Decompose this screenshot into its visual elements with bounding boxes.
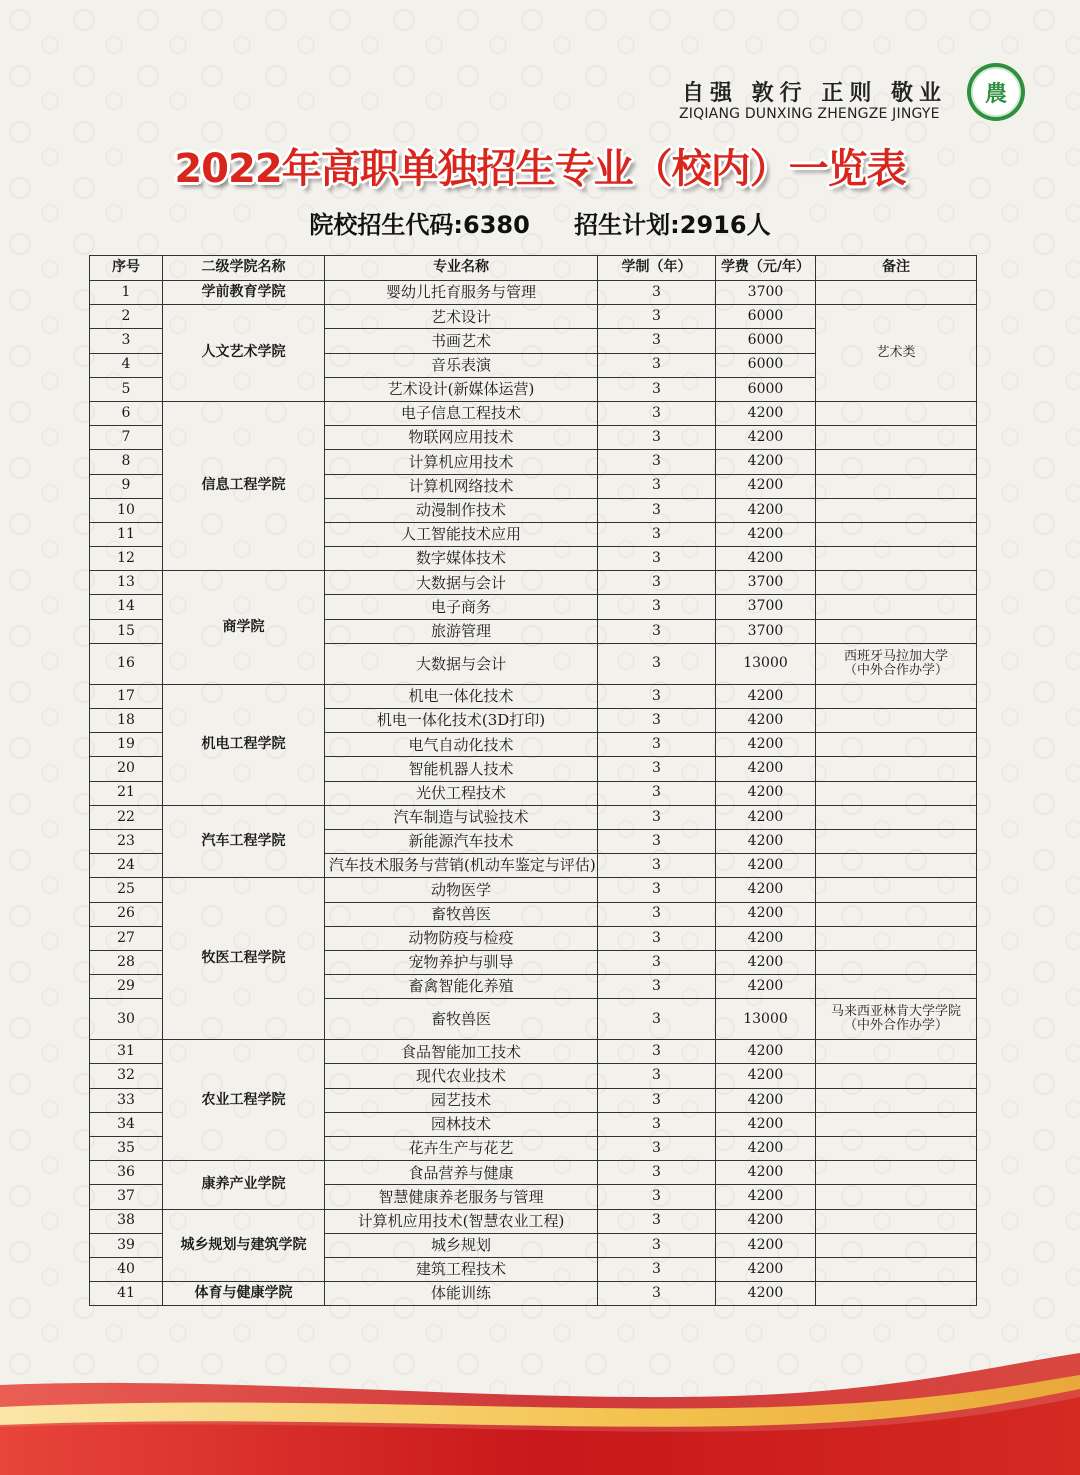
program-years: 3	[598, 902, 716, 926]
remark: 马来西亚林肯大学学院 （中外合作办学）	[816, 999, 977, 1040]
tuition-fee: 4200	[716, 426, 816, 450]
table-row	[90, 305, 977, 329]
major-name: 食品营养与健康	[325, 1161, 598, 1185]
program-years: 3	[598, 1161, 716, 1185]
tuition-fee: 4200	[716, 498, 816, 522]
remark	[816, 1040, 977, 1064]
major-name: 旅游管理	[325, 619, 598, 643]
major-name: 艺术设计	[325, 305, 598, 329]
remark	[816, 757, 977, 781]
row-number: 20	[90, 757, 163, 781]
row-number: 1	[90, 281, 163, 305]
tuition-fee: 3700	[716, 595, 816, 619]
table-row	[90, 1209, 977, 1233]
remark	[816, 781, 977, 805]
remark	[816, 1209, 977, 1233]
row-number: 41	[90, 1282, 163, 1306]
remark	[816, 733, 977, 757]
row-number: 37	[90, 1185, 163, 1209]
table-row	[90, 805, 977, 829]
tuition-fee: 4200	[716, 547, 816, 571]
row-number: 25	[90, 878, 163, 902]
remark	[816, 1257, 977, 1281]
remark	[816, 474, 977, 498]
tuition-fee: 4200	[716, 902, 816, 926]
tuition-fee: 4200	[716, 474, 816, 498]
major-name: 智能机器人技术	[325, 757, 598, 781]
remark	[816, 498, 977, 522]
row-number: 9	[90, 474, 163, 498]
program-years: 3	[598, 401, 716, 425]
program-years: 3	[598, 474, 716, 498]
row-number: 33	[90, 1088, 163, 1112]
row-number: 11	[90, 522, 163, 546]
remark	[816, 1137, 977, 1161]
program-years: 3	[598, 878, 716, 902]
row-number: 15	[90, 619, 163, 643]
row-number: 23	[90, 829, 163, 853]
program-years: 3	[598, 1185, 716, 1209]
program-years: 3	[598, 950, 716, 974]
tuition-fee: 3700	[716, 619, 816, 643]
row-number: 29	[90, 975, 163, 999]
school-logo-icon: 農	[967, 63, 1025, 121]
program-years: 3	[598, 426, 716, 450]
program-years: 3	[598, 595, 716, 619]
major-name: 智慧健康养老服务与管理	[325, 1185, 598, 1209]
row-number: 31	[90, 1040, 163, 1064]
remark	[816, 1161, 977, 1185]
program-years: 3	[598, 1137, 716, 1161]
major-name: 宠物养护与驯导	[325, 950, 598, 974]
row-number: 6	[90, 401, 163, 425]
program-years: 3	[598, 1040, 716, 1064]
major-name: 计算机网络技术	[325, 474, 598, 498]
program-years: 3	[598, 353, 716, 377]
major-name: 婴幼儿托育服务与管理	[325, 281, 598, 305]
row-number: 28	[90, 950, 163, 974]
program-years: 3	[598, 781, 716, 805]
major-name: 体能训练	[325, 1282, 598, 1306]
program-years: 3	[598, 709, 716, 733]
table-row	[90, 571, 977, 595]
major-name: 园艺技术	[325, 1088, 598, 1112]
remark	[816, 805, 977, 829]
college-name: 体育与健康学院	[163, 1282, 325, 1306]
tuition-fee: 4200	[716, 950, 816, 974]
tuition-fee: 4200	[716, 1209, 816, 1233]
remark	[816, 401, 977, 425]
tuition-fee: 4200	[716, 1161, 816, 1185]
major-name: 计算机应用技术(智慧农业工程)	[325, 1209, 598, 1233]
remark	[816, 1064, 977, 1088]
row-number: 7	[90, 426, 163, 450]
program-years: 3	[598, 733, 716, 757]
remark	[816, 1233, 977, 1257]
major-name: 汽车制造与试验技术	[325, 805, 598, 829]
major-name: 电子商务	[325, 595, 598, 619]
major-name: 畜禽智能化养殖	[325, 975, 598, 999]
tuition-fee: 4200	[716, 975, 816, 999]
tuition-fee: 4200	[716, 1088, 816, 1112]
program-years: 3	[598, 854, 716, 878]
row-number: 13	[90, 571, 163, 595]
tuition-fee: 4200	[716, 781, 816, 805]
table-row	[90, 281, 977, 305]
page-subtitle	[0, 205, 1080, 240]
remark	[816, 450, 977, 474]
remark	[816, 950, 977, 974]
table-header-row	[90, 256, 977, 281]
remark	[816, 547, 977, 571]
row-number: 27	[90, 926, 163, 950]
tuition-fee: 3700	[716, 571, 816, 595]
college-name: 康养产业学院	[163, 1161, 325, 1209]
tuition-fee: 3700	[716, 281, 816, 305]
major-name: 花卉生产与花艺	[325, 1137, 598, 1161]
remark	[816, 926, 977, 950]
row-number: 8	[90, 450, 163, 474]
tuition-fee: 4200	[716, 450, 816, 474]
tuition-fee: 6000	[716, 329, 816, 353]
tuition-fee: 4200	[716, 757, 816, 781]
table-body	[90, 281, 977, 1306]
college-name: 牧医工程学院	[163, 878, 325, 1040]
major-name: 音乐表演	[325, 353, 598, 377]
major-name: 物联网应用技术	[325, 426, 598, 450]
major-name: 艺术设计(新媒体运营)	[325, 377, 598, 401]
major-name: 数字媒体技术	[325, 547, 598, 571]
tuition-fee: 4200	[716, 1233, 816, 1257]
program-years: 3	[598, 619, 716, 643]
program-years: 3	[598, 1282, 716, 1306]
major-name: 现代农业技术	[325, 1064, 598, 1088]
tuition-fee: 13000	[716, 999, 816, 1040]
tuition-fee: 6000	[716, 353, 816, 377]
table-row	[90, 1282, 977, 1306]
remark	[816, 684, 977, 708]
program-years: 3	[598, 829, 716, 853]
major-name: 大数据与会计	[325, 643, 598, 684]
tuition-fee: 4200	[716, 733, 816, 757]
row-number: 24	[90, 854, 163, 878]
program-years: 3	[598, 450, 716, 474]
tuition-fee: 4200	[716, 522, 816, 546]
program-years: 3	[598, 305, 716, 329]
row-number: 2	[90, 305, 163, 329]
header-college: 二级学院名称	[163, 256, 325, 281]
program-years: 3	[598, 643, 716, 684]
program-years: 3	[598, 571, 716, 595]
table-row	[90, 1161, 977, 1185]
remark	[816, 1088, 977, 1112]
college-name: 汽车工程学院	[163, 805, 325, 878]
program-years: 3	[598, 757, 716, 781]
major-name: 城乡规划	[325, 1233, 598, 1257]
program-years: 3	[598, 999, 716, 1040]
tuition-fee: 4200	[716, 1040, 816, 1064]
remark	[816, 281, 977, 305]
row-number: 5	[90, 377, 163, 401]
enrollment-plan-text: 招生计划:2916人	[574, 211, 771, 239]
tuition-fee: 4200	[716, 854, 816, 878]
tuition-fee: 4200	[716, 1282, 816, 1306]
major-name: 计算机应用技术	[325, 450, 598, 474]
row-number: 38	[90, 1209, 163, 1233]
program-years: 3	[598, 1257, 716, 1281]
table-row	[90, 401, 977, 425]
tuition-fee: 4200	[716, 829, 816, 853]
row-number: 39	[90, 1233, 163, 1257]
program-years: 3	[598, 926, 716, 950]
major-name: 光伏工程技术	[325, 781, 598, 805]
remark	[816, 854, 977, 878]
major-name: 书画艺术	[325, 329, 598, 353]
college-name: 商学院	[163, 571, 325, 685]
remark	[816, 522, 977, 546]
major-name: 电气自动化技术	[325, 733, 598, 757]
row-number: 4	[90, 353, 163, 377]
program-years: 3	[598, 522, 716, 546]
remark	[816, 709, 977, 733]
program-years: 3	[598, 329, 716, 353]
table-row	[90, 878, 977, 902]
college-name: 学前教育学院	[163, 281, 325, 305]
program-years: 3	[598, 1209, 716, 1233]
major-name: 动物医学	[325, 878, 598, 902]
header-years: 学制（年）	[598, 256, 716, 281]
decorative-banner	[0, 1345, 1080, 1475]
tuition-fee: 4200	[716, 1137, 816, 1161]
tuition-fee: 6000	[716, 305, 816, 329]
tuition-fee: 4200	[716, 684, 816, 708]
major-name: 园林技术	[325, 1112, 598, 1136]
row-number: 17	[90, 684, 163, 708]
program-years: 3	[598, 1233, 716, 1257]
major-name: 畜牧兽医	[325, 999, 598, 1040]
tuition-fee: 4200	[716, 805, 816, 829]
remark	[816, 595, 977, 619]
row-number: 36	[90, 1161, 163, 1185]
college-name: 农业工程学院	[163, 1040, 325, 1161]
row-number: 14	[90, 595, 163, 619]
remark	[816, 1112, 977, 1136]
header-fee: 学费（元/年）	[716, 256, 816, 281]
tuition-fee: 13000	[716, 643, 816, 684]
major-name: 动漫制作技术	[325, 498, 598, 522]
remark	[816, 426, 977, 450]
remark	[816, 829, 977, 853]
remark: 艺术类	[816, 305, 977, 402]
major-name: 动物防疫与检疫	[325, 926, 598, 950]
row-number: 30	[90, 999, 163, 1040]
college-name: 人文艺术学院	[163, 305, 325, 402]
major-name: 大数据与会计	[325, 571, 598, 595]
major-name: 电子信息工程技术	[325, 401, 598, 425]
remark	[816, 1185, 977, 1209]
header-note: 备注	[816, 256, 977, 281]
row-number: 3	[90, 329, 163, 353]
remark	[816, 902, 977, 926]
program-years: 3	[598, 498, 716, 522]
college-name: 信息工程学院	[163, 401, 325, 570]
program-years: 3	[598, 684, 716, 708]
major-name: 汽车技术服务与营销(机动车鉴定与评估)	[325, 854, 598, 878]
major-name: 畜牧兽医	[325, 902, 598, 926]
major-name: 机电一体化技术(3D打印)	[325, 709, 598, 733]
row-number: 10	[90, 498, 163, 522]
program-years: 3	[598, 1088, 716, 1112]
row-number: 21	[90, 781, 163, 805]
school-motto: 自强 敦行 正则 敬业	[682, 80, 947, 106]
row-number: 34	[90, 1112, 163, 1136]
major-name: 建筑工程技术	[325, 1257, 598, 1281]
program-years: 3	[598, 1064, 716, 1088]
header-major: 专业名称	[325, 256, 598, 281]
program-years: 3	[598, 975, 716, 999]
major-name: 人工智能技术应用	[325, 522, 598, 546]
tuition-fee: 4200	[716, 1185, 816, 1209]
remark	[816, 975, 977, 999]
tuition-fee: 4200	[716, 1257, 816, 1281]
row-number: 19	[90, 733, 163, 757]
remark: 西班牙马拉加大学 （中外合作办学）	[816, 643, 977, 684]
row-number: 26	[90, 902, 163, 926]
table-row	[90, 1040, 977, 1064]
program-years: 3	[598, 1112, 716, 1136]
tuition-fee: 4200	[716, 1064, 816, 1088]
program-years: 3	[598, 805, 716, 829]
program-years: 3	[598, 377, 716, 401]
row-number: 22	[90, 805, 163, 829]
tuition-fee: 6000	[716, 377, 816, 401]
tuition-fee: 4200	[716, 709, 816, 733]
header-no: 序号	[90, 256, 163, 281]
major-name: 机电一体化技术	[325, 684, 598, 708]
row-number: 35	[90, 1137, 163, 1161]
school-motto-pinyin: ZIQIANG DUNXING ZHENGZE JINGYE	[679, 106, 940, 122]
row-number: 12	[90, 547, 163, 571]
row-number: 18	[90, 709, 163, 733]
row-number: 16	[90, 643, 163, 684]
remark	[816, 1282, 977, 1306]
college-name: 机电工程学院	[163, 684, 325, 805]
major-name: 新能源汽车技术	[325, 829, 598, 853]
remark	[816, 571, 977, 595]
school-code-text: 院校招生代码:6380	[309, 211, 530, 239]
tuition-fee: 4200	[716, 401, 816, 425]
major-name: 食品智能加工技术	[325, 1040, 598, 1064]
row-number: 32	[90, 1064, 163, 1088]
remark	[816, 878, 977, 902]
majors-table	[89, 255, 977, 1306]
college-name: 城乡规划与建筑学院	[163, 1209, 325, 1282]
program-years: 3	[598, 281, 716, 305]
page-title: 2022年高职单独招生专业（校内）一览表	[174, 146, 906, 192]
table-row	[90, 684, 977, 708]
tuition-fee: 4200	[716, 926, 816, 950]
program-years: 3	[598, 547, 716, 571]
row-number: 40	[90, 1257, 163, 1281]
tuition-fee: 4200	[716, 878, 816, 902]
remark	[816, 619, 977, 643]
tuition-fee: 4200	[716, 1112, 816, 1136]
